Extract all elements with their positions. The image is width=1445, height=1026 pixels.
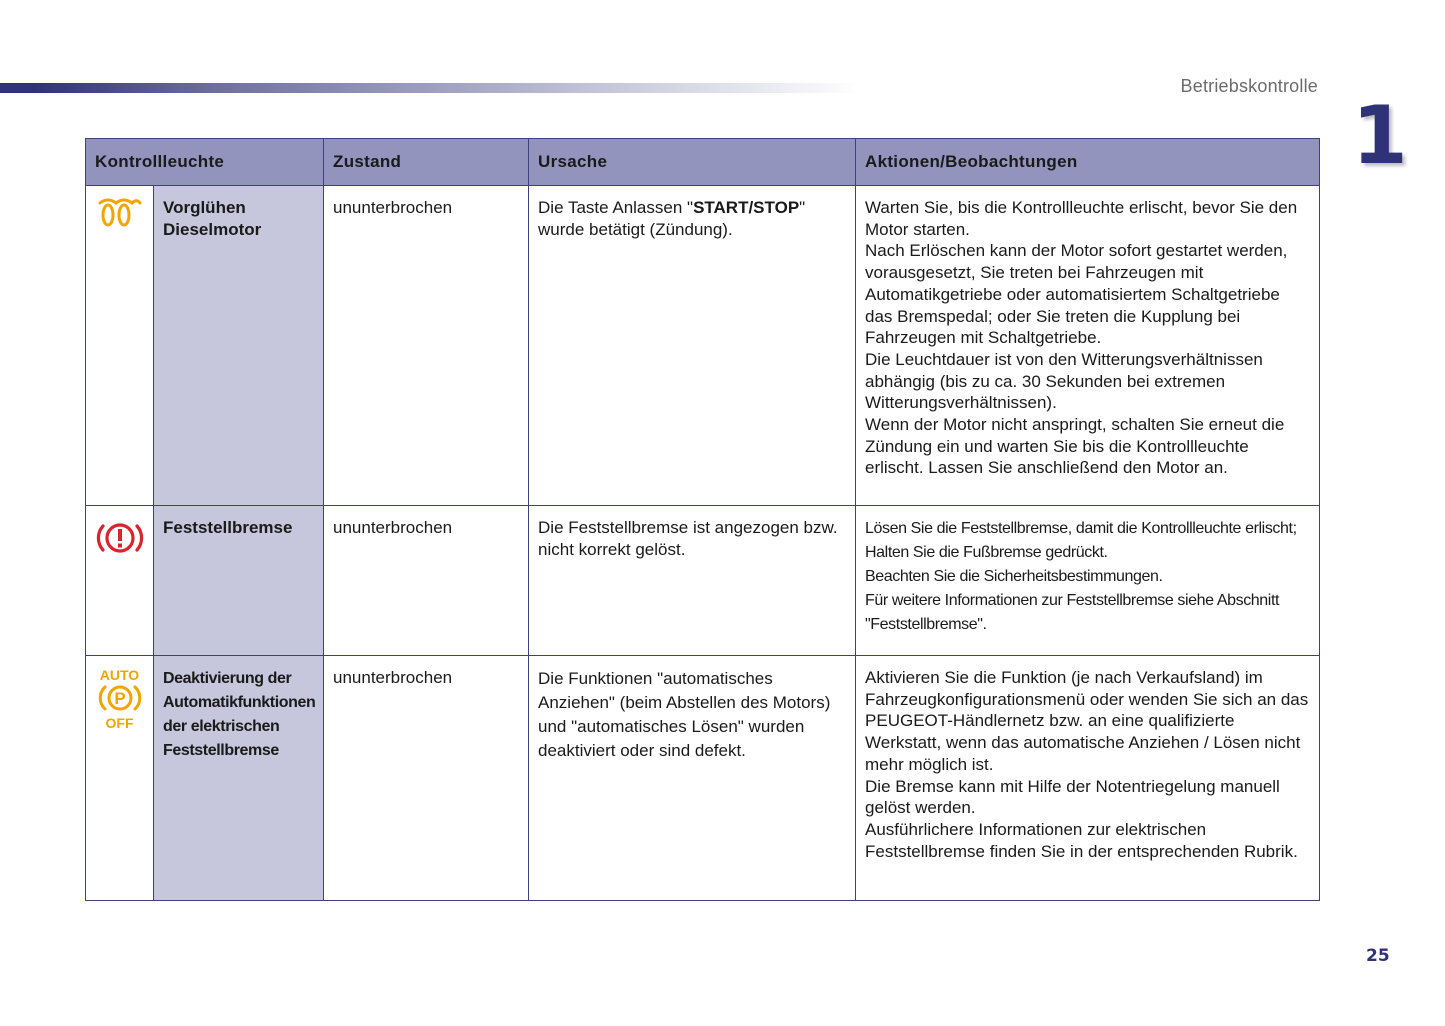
warning-name-line: Vorglühen (163, 198, 246, 217)
action-paragraph: Wenn der Motor nicht anspringt, schalten Sie erneut die Zündung ein und warten Sie bis die Kontrollleuchte erlischt. Lassen Sie anschließend den Motor an. (865, 415, 1285, 478)
table-row (86, 656, 1320, 901)
cause-text: " wurde betätigt (Zündung). (538, 198, 806, 239)
action-paragraph: Die Leuchtdauer ist von den Witterungsverhältnissen abhängig (bis zu ca. 30 Sekunden bei extremen Witterungsverhältnissen). (865, 349, 1263, 413)
actions-cell (856, 506, 1320, 656)
icon-label-auto: AUTO (99, 667, 140, 683)
column-header-zustand: Zustand (324, 139, 529, 186)
cause-text: Die Taste Anlassen " (538, 198, 694, 217)
table-row (86, 186, 1320, 506)
warning-name-line: Deaktivierung der (163, 670, 292, 687)
state-cell: ununterbrochen (324, 656, 529, 901)
icon-cell (86, 506, 154, 656)
warning-name-line: Automatikfunktionen (163, 694, 316, 711)
warning-name-line: Dieselmotor (163, 219, 262, 239)
state-cell: ununterbrochen (324, 186, 529, 506)
column-header-kontrollleuchte: Kontrollleuchte (86, 139, 324, 186)
glow-plug-icon (97, 198, 143, 230)
table-header-row (86, 139, 1320, 186)
cause-cell: Die Funktionen "automatisches Anziehen" (beim Abstellen des Motors) und "automatisches Lösen" wurden deaktiviert oder sind defekt. (529, 656, 856, 901)
warning-name-line: der elektrischen (163, 718, 280, 735)
action-paragraph: Die Bremse kann mit Hilfe der Notentriegelung manuell gelöst werden. (865, 776, 1280, 818)
icon-label-off: OFF (105, 715, 134, 731)
header-decoration-bar (0, 83, 860, 93)
auto-parking-brake-off-icon (95, 668, 145, 730)
chapter-number: 1 (1352, 89, 1408, 182)
cause-cell: Die Feststellbremse ist angezogen bzw. nicht korrekt gelöst. (529, 506, 856, 656)
action-paragraph: Für weitere Informationen zur Feststellbremse siehe Abschnitt "Feststellbremse". (865, 592, 1280, 633)
state-cell: ununterbrochen (324, 506, 529, 656)
warning-name-cell (154, 186, 324, 506)
table-row (86, 506, 1320, 656)
warning-name-cell (154, 656, 324, 901)
parking-circle-icon (95, 682, 145, 714)
action-paragraph: Aktivieren Sie die Funktion (je nach Verkaufsland) im Fahrzeugkonfigurationsmenü oder wenden Sie sich an das PEUGEOT-Händlernetz bzw. an eine qualifizierte Werkstatt, wenn das automatische Anziehen / Lösen nicht mehr möglich ist. (865, 668, 1309, 774)
warning-name-cell: Feststellbremse (154, 506, 324, 656)
action-paragraph: Beachten Sie die Sicherheitsbestimmungen. (865, 568, 1163, 585)
cause-text-bold: START/STOP (693, 198, 800, 217)
section-title: Betriebskontrolle (1180, 76, 1318, 96)
parking-brake-warning-icon (95, 518, 145, 558)
warning-name-line: Feststellbremse (163, 742, 279, 759)
action-paragraph: Ausführlichere Informationen zur elektrischen Feststellbremse finden Sie in der entsprechenden Rubrik. (865, 819, 1298, 861)
action-paragraph: Lösen Sie die Feststellbremse, damit die Kontrollleuchte erlischt; Halten Sie die Fußbremse gedrückt. (865, 520, 1297, 561)
column-header-aktionen: Aktionen/Beobachtungen (856, 139, 1320, 186)
icon-cell (86, 656, 154, 901)
actions-cell (856, 656, 1320, 901)
actions-cell (856, 186, 1320, 506)
column-header-ursache: Ursache (529, 139, 856, 186)
action-paragraph: Warten Sie, bis die Kontrollleuchte erlischt, bevor Sie den Motor starten. (865, 198, 1298, 239)
warning-lights-table (85, 138, 1320, 901)
cause-cell (529, 186, 856, 506)
icon-label-p: P (113, 689, 126, 708)
page-number: 25 (1366, 946, 1390, 966)
icon-cell (86, 186, 154, 506)
action-paragraph: Nach Erlöschen kann der Motor sofort gestartet werden, vorausgesetzt, Sie treten bei Fahrzeugen mit Automatikgetriebe oder automatisiertem Schaltgetriebe das Bremspedal; oder Sie treten die Kupplung bei Fahrzeugen mit Schaltgetriebe. (865, 241, 1288, 348)
